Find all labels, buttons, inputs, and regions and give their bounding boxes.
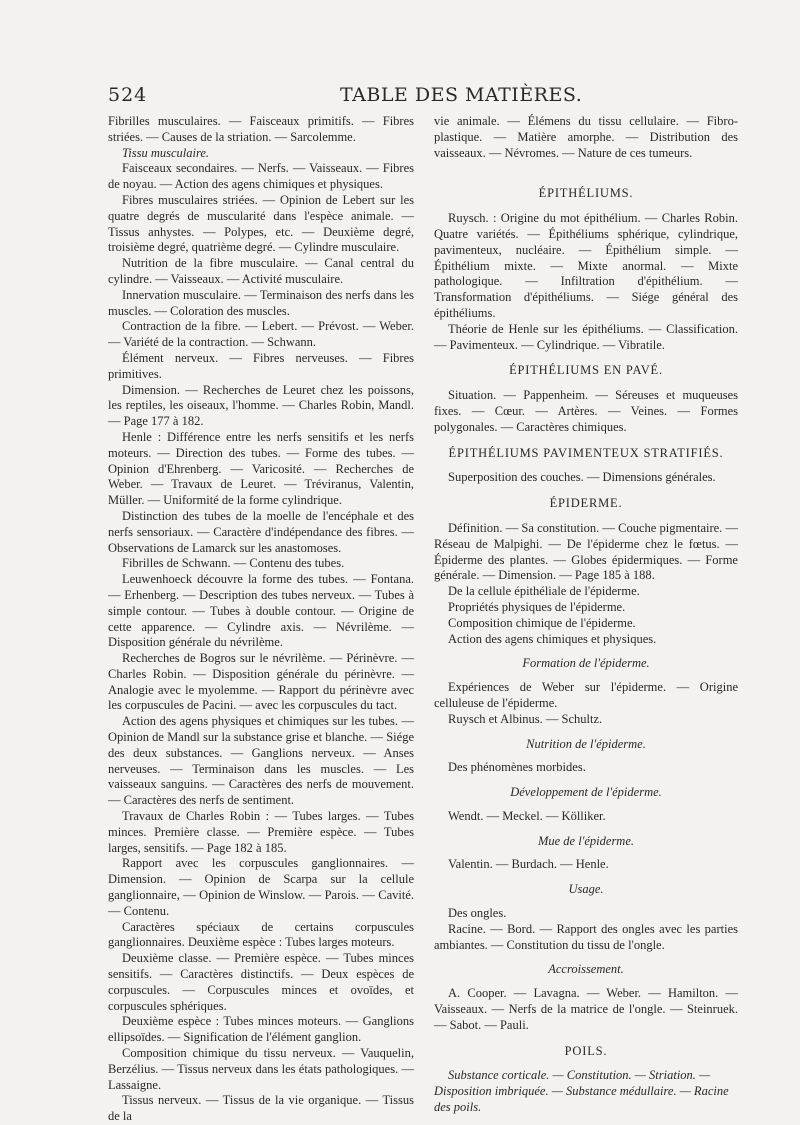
entry-paragraph: Valentin. — Burdach. — Henle. [448, 857, 609, 872]
entry-paragraph: Théorie de Henle sur les épithéliums. — Classification. — Pavimenteux. — Cylindrique. — Vibratile. [434, 321, 738, 352]
subsection-title: Développement de l'épiderme. [510, 785, 662, 800]
entry-paragraph: Contraction de la fibre. — Lebert. — Prévost. — Weber. — Variété de la contraction. — Schwann. [108, 319, 414, 350]
entry-paragraph: Deuxième espèce : Tubes minces moteurs. — Ganglions ellipsoïdes. — Signification de l'élément ganglion. [108, 1014, 414, 1045]
subsection-title: Formation de l'épiderme. [522, 656, 650, 671]
left-column [108, 114, 414, 1125]
page-number: 524 [108, 84, 148, 106]
entry-paragraph: Des ongles. [448, 906, 507, 921]
subsection-title: Accroissement. [548, 962, 624, 977]
entry-paragraph: Innervation musculaire. — Terminaison des nerfs dans les muscles. — Coloration des muscles. [108, 287, 414, 318]
entry-paragraph: A. Cooper. — Lavagna. — Weber. — Hamilton. — Vaisseaux. — Nerfs de la matrice de l'ongle. — Steinruek. — Sabot. — Pauli. [434, 986, 738, 1032]
entry-paragraph: Dimension. — Recherches de Leuret chez les poissons, les reptiles, les oiseaux, l'homme. — Charles Robin, Mandl. — Page 177 à 182. [108, 382, 414, 429]
entry-paragraph: De la cellule épithéliale de l'épiderme. [448, 584, 640, 599]
entry-paragraph: Propriétés physiques de l'épiderme. [448, 599, 626, 614]
entry-paragraph: Distinction des tubes de la moelle de l'encéphale et des nerfs sensoriaux. — Caractère d'indépendance des fibres. — Observations de Lamarck sur les anastomoses. [108, 508, 414, 555]
subsection-title: Nutrition de l'épiderme. [526, 736, 646, 751]
entry-paragraph: Faisceaux secondaires. — Nerfs. — Vaisseaux. — Fibres de noyau. — Action des agens chimiques et physiques. [108, 161, 414, 192]
entry-paragraph: Action des agens physiques et chimiques sur les tubes. — Opinion de Mandl sur la substance grise et blanche. — Siége des deux substances. — Ganglions nerveux. — Anses nerveuses. — Terminaison dans les muscles. — Les vaisseaux sanguins. — Caractères des nerfs de mouvement. — Caractères des nerfs de sentiment. [108, 714, 414, 808]
entry-paragraph: Élément nerveux. — Fibres nerveuses. — Fibres primitives. [108, 350, 414, 381]
entry-paragraph: Racine. — Bord. — Rapport des ongles avec les parties ambiantes. — Constitution du tissu de l'ongle. [434, 921, 738, 952]
section-heading: ÉPIDERME. [549, 496, 623, 511]
entry-paragraph: Tissus nerveux. — Tissus de la vie organique. — Tissus de la [108, 1093, 414, 1124]
entry-paragraph: Deuxième classe. — Première espèce. — Tubes minces sensitifs. — Caractères distinctifs. — Deux espèces de corpuscules. — Corpuscules minces et ovoïdes, et corpuscules sphériques. [108, 951, 414, 1013]
right-column [434, 114, 738, 1116]
subsection-title: Mue de l'épiderme. [537, 833, 635, 848]
subsection-title: Tissu musculaire. [122, 145, 210, 160]
entry-paragraph: Action des agens chimiques et physiques. [448, 631, 657, 646]
entry-paragraph: Caractères spéciaux de certains corpuscules ganglionnaires. Deuxième espèce : Tubes larges moteurs. [108, 919, 414, 950]
entry-paragraph: Composition chimique de l'épiderme. [448, 615, 636, 630]
entry-paragraph: Situation. — Pappenheim. — Séreuses et muqueuses fixes. — Cœur. — Artères. — Veines. — Formes polygonales. — Caractères chimiques. [434, 388, 738, 434]
entry-paragraph: Rapport avec les corpuscules ganglionnaires. — Dimension. — Opinion de Scarpa sur la cellule ganglionnaire, — Opinion de Winslow. — Parois. — Cavité. — Contenu. [108, 856, 414, 918]
entry-paragraph: vie animale. — Élémens du tissu cellulaire. — Fibro-plastique. — Matière amorphe. — Distribution des vaisseaux. — Névromes. — Nature de ces tumeurs. [434, 114, 738, 160]
entry-paragraph: Wendt. — Meckel. — Kölliker. [448, 808, 606, 823]
running-title: TABLE DES MATIÈRES. [340, 84, 583, 106]
subsection-title: Usage. [568, 882, 604, 897]
entry-paragraph: Superposition des couches. — Dimensions générales. [448, 470, 716, 485]
entry-paragraph: Recherches de Bogros sur le névrilème. — Périnèvre. — Charles Robin. — Disposition générale du périnèvre. — Analogie avec le myolemme. — Rapport du périnèvre avec les corpuscules de Pacini. — avec les corpuscules du tact. [108, 651, 414, 713]
entry-paragraph: Composition chimique du tissu nerveux. — Vauquelin, Berzélius. — Tissus nerveux dans les états pathologiques. — Lassaigne. [108, 1046, 414, 1092]
entry-paragraph: Ruysch et Albinus. — Schultz. [448, 711, 603, 726]
subsection-title: Substance corticale. — Constitution. — Striation. — Disposition imbriquée. — Substance médullaire. — Racine des poils. [434, 1068, 729, 1115]
entry-paragraph: Fibrilles de Schwann. — Contenu des tubes. [122, 556, 345, 571]
section-heading: ÉPITHÉLIUMS. [538, 186, 634, 201]
entry-paragraph: Expériences de Weber sur l'épiderme. — Origine celluleuse de l'épiderme. [434, 680, 738, 710]
entry-paragraph: Nutrition de la fibre musculaire. — Canal central du cylindre. — Vaisseaux. — Activité musculaire. [108, 256, 414, 286]
entry-paragraph: Fibrilles musculaires. — Faisceaux primitifs. — Fibres striées. — Causes de la striation. — Sarcolemme. [108, 114, 414, 144]
entry-paragraph: Henle : Différence entre les nerfs sensitifs et les nerfs moteurs. — Direction des tubes. — Forme des tubes. — Opinion d'Ehrenberg. — Varicosité. — Recherches de Weber. — Travaux de Leuret. — Tréviranus, Valentin, Müller. — Uniformité de la forme cylindrique. [108, 429, 414, 508]
entry-paragraph: Ruysch. : Origine du mot épithélium. — Charles Robin. Quatre variétés. — Épithéliums sphérique, cylindrique, pavimenteux, nucléaire. — Épithélium simple. — Épithélium mixte. — Mixte anormal. — Mixte pathologique. — Infiltration d'épithélium. — Transformation d'épithéliums. — Siége général des épithéliums. [434, 211, 738, 320]
entry-paragraph: Des phénomènes morbides. [448, 760, 586, 775]
section-heading: ÉPITHÉLIUMS PAVIMENTEUX STRATIFIÉS. [448, 445, 724, 460]
section-heading: POILS. [564, 1043, 608, 1058]
entry-paragraph: Travaux de Charles Robin : — Tubes larges. — Tubes minces. Première classe. — Première espèce. — Tubes larges, sensitifs. — Page 182 à 185. [108, 809, 414, 855]
entry-paragraph: Leuwenhoeck découvre la forme des tubes. — Fontana. — Erhenberg. — Description des tubes nerveux. — Tubes à simple contour. — Tubes à double contour. — Origine de cette apparence. — Cylindre axis. — Névrilème. — Disposition générale du névrilème. [108, 572, 414, 650]
section-heading: ÉPITHÉLIUMS EN PAVÉ. [509, 363, 663, 378]
entry-paragraph: Définition. — Sa constitution. — Couche pigmentaire. — Réseau de Malpighi. — De l'épiderme chez le fœtus. — Épiderme des plantes. — Globes épidermiques. — Forme générale. — Dimension. — Page 185 à 188. [434, 520, 738, 583]
entry-paragraph: Fibres musculaires striées. — Opinion de Lebert sur les quatre degrés de muscularité dans l'espèce animale. — Tissus anhystes. — Polypes, etc. — Deuxième degré, troisième degré, quatrième degré. — Cylindre musculaire. [108, 192, 414, 255]
